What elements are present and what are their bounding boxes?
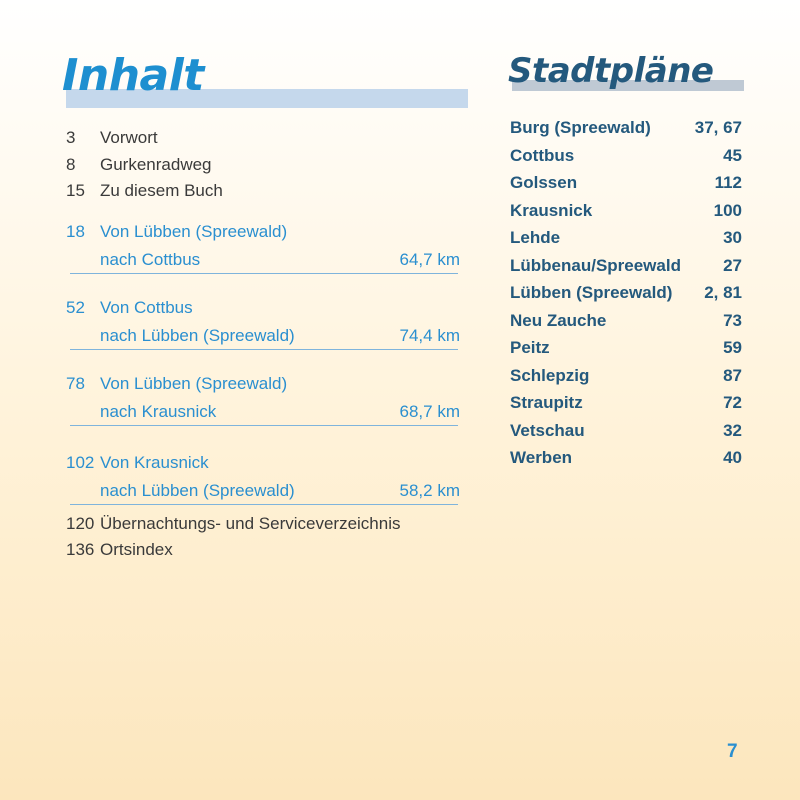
city-name: Krausnick: [510, 200, 593, 220]
city-name: Cottbus: [510, 145, 575, 165]
city-name: Lübben (Spreewald): [510, 283, 673, 302]
city-map-pages: 72: [723, 393, 742, 412]
route-from: Von Krausnick: [100, 453, 209, 472]
city-map-entry[interactable]: [510, 228, 742, 254]
city-map-pages: 59: [723, 338, 742, 357]
route-distance: 58,2 km: [399, 481, 460, 500]
city-name: Peitz: [510, 338, 550, 357]
city-name: Burg (Spreewald): [510, 118, 651, 137]
city-map-pages: 87: [723, 365, 742, 385]
route-to: nach Lübben (Spreewald): [100, 326, 295, 345]
city-map-entry[interactable]: [510, 146, 742, 172]
city-map-pages: 30: [723, 228, 742, 247]
route-underline: [70, 504, 458, 505]
city-map-pages: 32: [723, 420, 742, 440]
city-map-entry[interactable]: [510, 393, 742, 419]
city-map-pages: 27: [723, 255, 742, 275]
city-name: Golssen: [510, 173, 578, 192]
toc-entry-title: Übernachtungs- und Serviceverzeichnis: [100, 514, 401, 533]
city-map-pages: 100: [713, 200, 742, 220]
city-map-entry[interactable]: [510, 311, 742, 337]
maps-heading: [508, 52, 748, 102]
route-page: 52: [66, 298, 85, 317]
city-map-pages: 73: [723, 310, 742, 330]
route-from: Von Cottbus: [100, 298, 193, 317]
toc-entry-title: Ortsindex: [100, 540, 173, 559]
toc-entry[interactable]: [66, 128, 466, 152]
city-name: Straupitz: [510, 393, 583, 412]
toc-entry[interactable]: [66, 155, 466, 179]
route-page: 18: [66, 222, 85, 241]
toc-entry-page: 3: [66, 128, 76, 147]
route-distance: 74,4 km: [399, 326, 460, 345]
city-name: Vetschau: [510, 420, 585, 440]
route-page: 102: [66, 453, 95, 472]
city-name: Lübbenau/Spreewald: [510, 255, 681, 275]
toc-entry-page: 136: [66, 540, 95, 559]
city-map-entry[interactable]: [510, 118, 742, 144]
city-map-pages: 37, 67: [694, 118, 742, 137]
city-map-pages: 45: [723, 145, 742, 165]
city-map-entry[interactable]: [510, 338, 742, 364]
city-name: Werben: [510, 448, 573, 467]
toc-entry-title: Zu diesem Buch: [100, 181, 223, 200]
city-map-entry[interactable]: [510, 256, 742, 282]
city-map-entry[interactable]: [510, 201, 742, 227]
route-to: nach Krausnick: [100, 402, 217, 421]
route-to: nach Lübben (Spreewald): [100, 481, 295, 500]
city-map-entry[interactable]: [510, 448, 742, 474]
toc-heading: [62, 52, 472, 112]
page-number: 7: [727, 741, 738, 762]
route-page: 78: [66, 374, 85, 393]
toc-entry-title: Vorwort: [100, 128, 158, 147]
city-name: Schlepzig: [510, 365, 590, 385]
city-map-entry[interactable]: [510, 283, 742, 309]
route-distance: 64,7 km: [399, 250, 460, 269]
route-underline: [70, 425, 458, 426]
city-map-entry[interactable]: [510, 366, 742, 392]
city-map-entry[interactable]: [510, 173, 742, 199]
route-from: Von Lübben (Spreewald): [100, 222, 288, 241]
maps-heading-text: Stadtpläne: [508, 51, 714, 91]
toc-heading-text: Inhalt: [62, 50, 204, 101]
toc-entry[interactable]: [66, 181, 466, 205]
route-from: Von Lübben (Spreewald): [100, 374, 288, 393]
toc-entry[interactable]: [66, 514, 466, 538]
city-map-pages: 40: [723, 448, 742, 467]
city-map-entry[interactable]: [510, 421, 742, 447]
route-underline: [70, 349, 458, 350]
city-map-pages: 112: [714, 173, 742, 192]
route-distance: 68,7 km: [399, 402, 460, 421]
toc-entry-title: Gurkenradweg: [100, 155, 212, 174]
city-map-pages: 2, 81: [704, 283, 742, 302]
toc-entry-page: 15: [66, 181, 85, 200]
toc-entry[interactable]: [66, 540, 466, 564]
toc-entry-page: 8: [66, 155, 76, 174]
route-to: nach Cottbus: [100, 250, 201, 269]
toc-entry-page: 120: [66, 514, 95, 533]
city-name: Lehde: [510, 228, 561, 247]
route-underline: [70, 273, 458, 274]
city-name: Neu Zauche: [510, 310, 607, 330]
